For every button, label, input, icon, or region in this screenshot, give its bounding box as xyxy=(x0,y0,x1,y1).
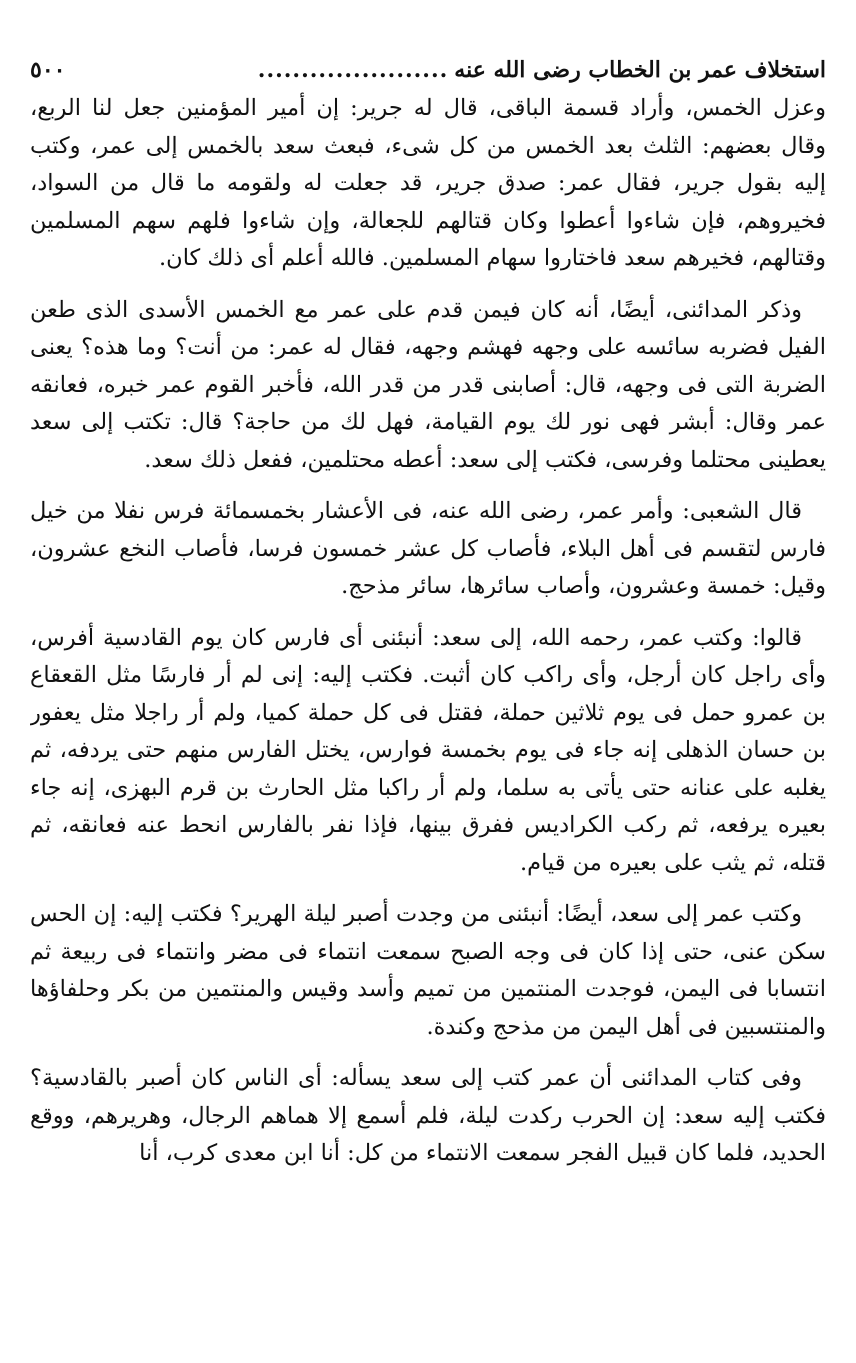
running-head xyxy=(30,50,826,90)
running-title-group xyxy=(258,50,826,90)
paragraph-2: وذكر المدائنى، أيضًا، أنه كان فيمن قدم على عمر مع الخمس الأسدى الذى طعن الفيل فضربه سائسه على وجهه فهشم وجهه، فقال له عمر: من أنت؟ وما هذه؟ يعنى الضربة التى فى وجهه، قال: أصابنى قدر من قدر الله، فأخبر القوم عمر خبره، فعانقه عمر وقال: أبشر فهى نور لك يوم القيامة، فهل لك من حاجة؟ قال: تكتب إلى سعد يعطينى محتلما وفرسى، فكتب إلى سعد: أعطه محتلمين، ففعل ذلك سعد. xyxy=(30,296,826,473)
paragraph-4: قالوا: وكتب عمر، رحمه الله، إلى سعد: أنبئنى أى فارس كان يوم القادسية أفرس، وأى راجل كان أرجل، وأى راكب كان أثبت. فكتب إليه: إنى لم أر فارسًا مثل القعقاع بن عمرو حمل فى يوم ثلاثين حملة، فقتل فى كل حملة كميا، ولم أر راجلا مثل يعفور بن حسان الذهلى إنه جاء فى يوم بخمسة فوارس، يختل الفارس منهم حتى يردفه، ثم يغلبه على عنانه حتى يأتى به سلما، ولم أر راكبا مثل الحارث بن قرم البهزى، إنه جاء بعيره يرفعه، ثم ركب الكراديس ففرق بينها، فإذا نفر بالفارس انحط عنه فعانقه، ثم قتله، ثم يثب على بعيره من قيام. xyxy=(30,624,826,876)
book-page xyxy=(30,50,826,1350)
running-title: استخلاف عمر بن الخطاب رضى الله عنه xyxy=(454,57,826,83)
paragraph-1: وعزل الخمس، وأراد قسمة الباقى، قال له جرير: إن أمير المؤمنين جعل لنا الربع، وقال بعضهم: الثلث بعد الخمس من كل شىء، فبعث سعد بالخمس إلى عمر، وكتب إليه بقول جرير، فقال عمر: صدق جرير، قد جعلت له ولقومه ما قال من السواد، فخيروهم، فإن شاءوا أعطوا وكان قتالهم للجعالة، وإن شاءوا فلهم سهم المسلمين وقتالهم، فخيرهم سعد فاختاروا سهام المسلمين. فالله أعلم أى ذلك كان. xyxy=(30,95,826,271)
paragraph-6: وفى كتاب المدائنى أن عمر كتب إلى سعد يسأله: أى الناس كان أصبر بالقادسية؟ فكتب إليه سعد: إن الحرب ركدت ليلة، فلم أسمع إلا هماهم الرجال، وهريرهم، ووقع الحديد، فلما كان قبيل الفجر سمعت الانتماء من كل: أنا ابن معدى كرب، أنا xyxy=(30,1065,826,1166)
paragraph-3: قال الشعبى: وأمر عمر، رضى الله عنه، فى الأعشار بخمسمائة فرس نفلا من خيل فارس لتقسم فى أهل البلاء، فأصاب كل عشر خمسون فرسا، فأصاب النخع عشرون، وقيل: خمسة وعشرون، وأصاب سائرها، سائر مذحج. xyxy=(30,498,826,599)
paragraph-5: وكتب عمر إلى سعد، أيضًا: أنبئنى من وجدت أصبر ليلة الهرير؟ فكتب إليه: إن الحس سكن عنى، حتى إذا كان فى وجه الصبح سمعت انتماء فى مضر وانتماء فى ربيعة ثم انتسابا فى اليمن، فوجدت المنتمين من تميم وأسد وقيس والمنتمين من بكر وحلفاؤها والمنتسبين فى أهل اليمن من مذحج وكندة. xyxy=(30,901,826,1040)
dot-leader: ...................... xyxy=(257,57,449,83)
page-number: ٥٠٠ xyxy=(30,57,66,83)
